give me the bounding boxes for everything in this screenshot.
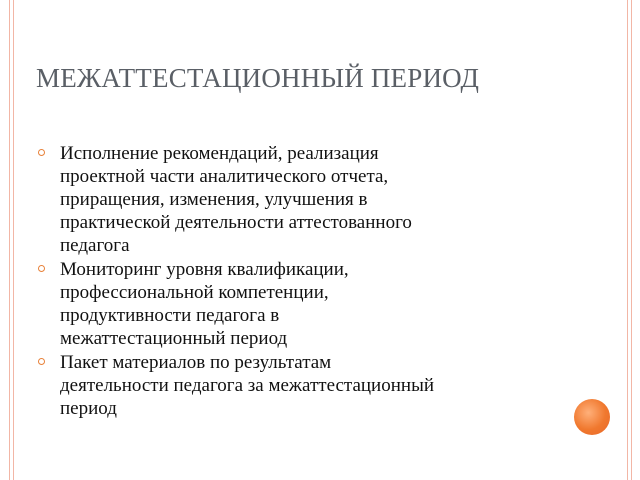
- left-frame-line-inner: [13, 0, 14, 480]
- bullet-circle-icon: [38, 149, 45, 156]
- bullet-list: [36, 142, 556, 421]
- list-item: [36, 351, 556, 420]
- bullet-circle-icon: [38, 358, 45, 365]
- bullet-text: Исполнение рекомендаций, реализация проектной части аналитического отчета, приращения, изменения, улучшения в практической деятельности аттестованного педагога: [60, 143, 412, 256]
- decorative-orange-circle-icon: [574, 399, 610, 435]
- list-item: [36, 142, 556, 257]
- right-frame-line-inner: [627, 0, 628, 480]
- slide-title: МЕЖАТТЕСТАЦИОННЫЙ ПЕРИОД: [36, 63, 480, 93]
- list-item: [36, 258, 556, 350]
- right-frame-line-outer: [631, 0, 632, 480]
- bullet-text: Пакет материалов по результатам деятельности педагога за межаттестационный период: [60, 352, 434, 419]
- left-frame-line-outer: [9, 0, 10, 480]
- bullet-circle-icon: [38, 265, 45, 272]
- bullet-text: Мониторинг уровня квалификации, профессиональной компетенции, продуктивности педагога в межаттестационный период: [60, 259, 349, 349]
